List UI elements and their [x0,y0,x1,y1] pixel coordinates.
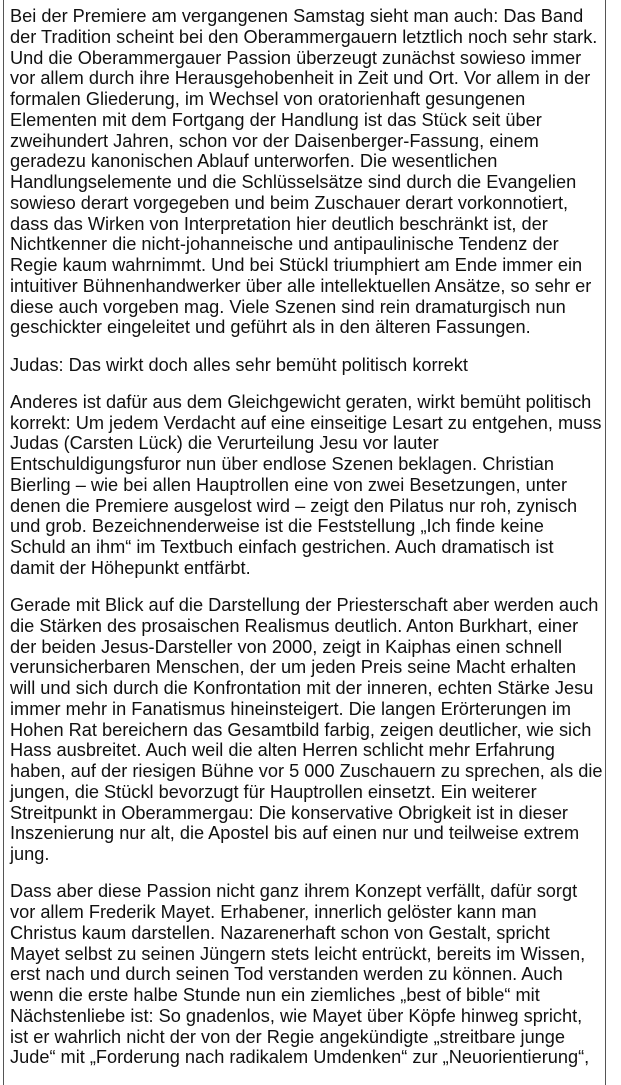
text-line: Judas: Das wirkt doch alles sehr bemüht politisch korrekt [10,354,468,375]
text-line: zweihundert Jahren, schon vor der Daisenberger-Fassung, einem [10,130,539,151]
text-line: Nichtkenner die nicht-johanneische und antipaulinische Tendenz der [10,234,559,255]
text-line: Hohen Rat bereichern das Gesamtbild farbig, zeigen deutlicher, wie sich [10,719,592,740]
article-paragraph [10,881,605,1068]
text-line: damit der Höhepunkt entfärbt. [10,557,251,578]
text-line: verunsicherbaren Menschen, der um jeden Preis seine Macht erhalten [10,657,577,678]
text-line: wenn die erste halbe Stunde nun ein ziemliches „best of bible“ mit [10,985,540,1005]
text-line: sowieso derart vorgegeben und beim Zuschauer derart vorkonnotiert, [10,192,569,213]
text-line: ist er wahrlich nicht der von der Regie angekündigte „streitbare junge [10,1026,566,1047]
text-line: dass das Wirken von Interpretation hier deutlich beschränkt ist, der [10,213,548,234]
article-paragraph [10,6,605,338]
text-line: Schuld an ihm“ im Textbuch einfach gestrichen. Auch dramatisch ist [10,537,554,557]
text-line: diese auch vorgeben mag. Viele Szenen sind rein dramaturgisch nun [10,296,566,317]
text-line: intuitiver Bühnenhandwerker über alle intellektuellen Ansätze, so sehr er [10,275,592,296]
text-line: die Stärken des prosaischen Realismus deutlich. Anton Burkhart, einer [10,615,579,636]
text-line: und grob. Bezeichnenderweise ist die Feststellung „Ich finde keine [10,516,544,537]
text-line: Entschuldigungsfuror nun über endlose Szenen beklagen. Christian [10,454,554,474]
text-line: Dass aber diese Passion nicht ganz ihrem Konzept verfällt, dafür sorgt [10,881,578,902]
text-line: korrekt: Um jedem Verdacht auf eine einseitige Lesart zu entgehen, muss [10,412,602,433]
text-line: Handlungselemente und die Schlüsselsätze sind durch die Evangelien [10,172,577,192]
text-line: Bei der Premiere am vergangenen Samstag sieht man auch: Das Band [10,6,584,26]
text-line: will und sich durch die Konfrontation mit der inneren, echten Stärke Jesu [10,678,594,698]
text-line: erst nach und durch seinen Tod verstanden werden zu können. Auch [10,964,563,985]
text-line: Hass ausbreitet. Auch weil die alten Herren schlicht mehr Erfahrung [10,740,555,761]
text-line: denen die Premiere ausgelost wird – zeigt den Pilatus nur roh, zynisch [10,495,578,516]
text-line: der beiden Jesus-Darsteller von 2000, zeigt in Kaiphas einen schnell [10,636,563,657]
text-line: jung. [10,844,50,864]
text-line: Jude“ mit „Forderung nach radikalem Umdenken“ zur „Neuorientierung“, [10,1047,590,1068]
text-line: vor allem durch ihre Herausgehobenheit in Zeit und Ort. Vor allem in der [10,68,591,89]
text-line: Und die Oberammergauer Passion überzeugt zunächst sowieso immer [10,47,582,68]
section-subheading [10,355,605,376]
text-line: formalen Gliederung, im Wechsel von oratorienhaft gesungenen [10,89,526,109]
text-line: vor allem Frederik Mayet. Erhabener, innerlich gelöster kann man [10,902,537,922]
text-line: geschickter eingeleitet und geführt als in den älteren Fassungen. [10,317,531,338]
text-line: Anderes ist dafür aus dem Gleichgewicht geraten, wirkt bemüht politisch [10,391,592,412]
article-paragraph [10,392,605,579]
text-line: Christus kaum darstellen. Nazarenerhaft schon von Gestalt, spricht [10,922,550,943]
text-line: Inszenierung nur alt, die Apostel bis auf einen nur und teilweise extrem [10,823,580,844]
text-line: Bierling – wie bei allen Hauptrollen eine von zwei Besetzungen, unter [10,474,568,495]
article-body [3,0,606,1085]
text-line: immer mehr in Fanatismus hineinsteigert. Die langen Erörterungen im [10,698,572,719]
text-line: Nächstenliebe ist: So gnadenlos, wie Mayet über Köpfe hinweg spricht, [10,1005,583,1026]
text-line: haben, auf der riesigen Bühne vor 5 000 Zuschauern zu sprechen, als die [10,761,603,781]
text-line: Mayet selbst zu seinen Jüngern stets leicht entrückt, bereits im Wissen, [10,943,586,964]
text-line: geradezu kanonischen Ablauf unterworfen. Die wesentlichen [10,151,498,172]
text-line: Gerade mit Blick auf die Darstellung der Priesterschaft aber werden auch [10,595,599,615]
text-line: Streitpunkt in Oberammergau: Die konservative Obrigkeit ist in dieser [10,802,568,823]
text-line: Elementen mit dem Fortgang der Handlung ist das Stück seit über [10,109,542,130]
text-line: jungen, die Stückl bevorzugt für Hauptrollen einsetzt. Ein weiterer [10,781,537,802]
article-paragraph [10,595,605,865]
text-line: Judas (Carsten Lück) die Verurteilung Jesu vor lauter [10,433,439,454]
text-line: der Tradition scheint bei den Oberammergauern letztlich noch sehr stark. [10,26,598,47]
text-line: Regie kaum wahrnimmt. Und bei Stückl triumphiert am Ende immer ein [10,255,583,275]
